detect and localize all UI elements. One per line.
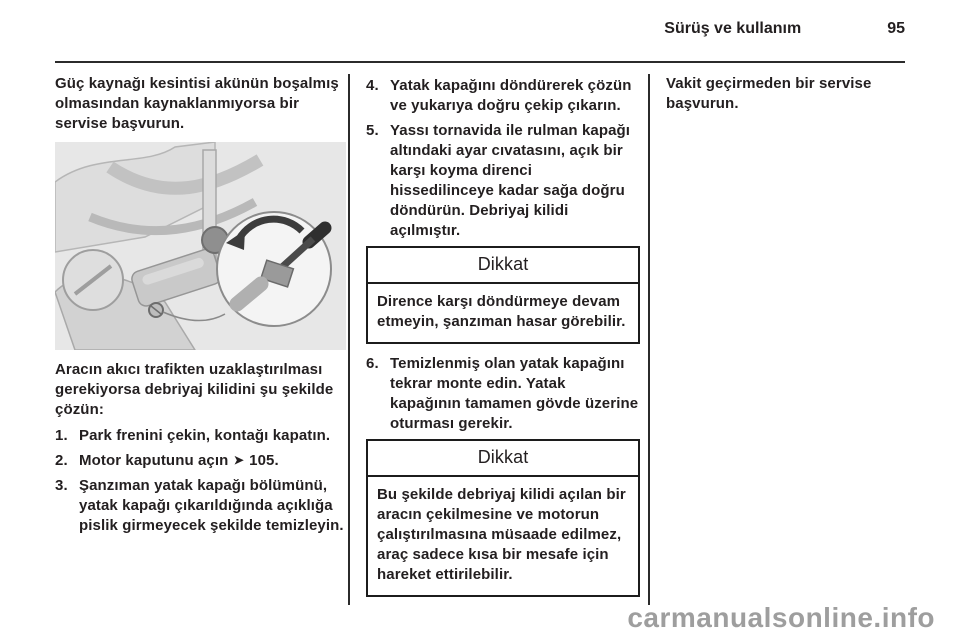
intro-paragraph: Güç kaynağı kesintisi akünün boşalmış olmasından kaynaklanmıyorsa bir servise başvurun. — [55, 75, 339, 132]
column-divider-right — [648, 74, 650, 605]
step-number: 2. — [55, 452, 68, 469]
step-4 — [366, 76, 640, 116]
column-left — [55, 74, 348, 541]
step-2-text: Motor kaputunu açın — [79, 452, 229, 469]
step-number: 6. — [366, 355, 379, 372]
column-divider-left — [348, 74, 350, 605]
steps-4-5 — [366, 76, 640, 241]
step-gap — [72, 476, 79, 536]
watermark-text: carmanualsonline.info — [627, 602, 935, 633]
page-reference-number: 105. — [249, 452, 279, 469]
step-text: Şanzıman yatak kapağı bölümünü, yatak kapağı çıkarıldığında açıklığa pislik girmeyecek şekilde temizleyin. — [79, 477, 344, 534]
step-gap — [72, 451, 79, 471]
service-note-paragraph: Vakit geçirmeden bir servise başvurun. — [666, 75, 872, 112]
step-gap — [72, 426, 79, 446]
caution-box-2 — [366, 439, 640, 597]
step-gap — [383, 121, 390, 241]
caution-box-1 — [366, 246, 640, 344]
section-title: Sürüş ve kullanım — [664, 20, 802, 37]
step-number: 3. — [55, 477, 68, 494]
caution-body: Bu şekilde debriyaj kilidi açılan bir aracın çekilmesine ve motorun çalıştırılmasına müsaade edilmez, araç sadece kısa bir mesafe için hareket ettirilebilir. — [377, 486, 626, 583]
step-text: Yassı tornavida ile rulman kapağı altındaki ayar cıvatasını, açık bir karşı koyma direnci hissedilinceye kadar sağa doğru döndürün. Debriyaj kilidi açılmıştır. — [390, 122, 631, 239]
step-text: Yatak kapağını döndürerek çözün ve yukarıya doğru çekip çıkarın. — [390, 77, 632, 114]
step-6-block — [366, 354, 640, 434]
step-6 — [366, 354, 640, 434]
step-gap — [383, 76, 390, 116]
column-middle — [366, 74, 640, 607]
page-number: 95 — [887, 20, 905, 37]
caution-title: Dikkat — [368, 441, 638, 477]
header-rule — [55, 61, 905, 63]
step-text — [79, 451, 348, 471]
step-text: Park frenini çekin, kontağı kapatın. — [79, 427, 331, 444]
caution-body: Dirence karşı döndürmeye devam etmeyin, şanzıman hasar görebilir. — [377, 293, 626, 330]
step-gap — [383, 354, 390, 434]
page-reference-arrow-icon: ➤ — [233, 453, 244, 467]
caution-title: Dikkat — [368, 248, 638, 284]
column-right — [666, 74, 906, 120]
step-text: Temizlenmiş olan yatak kapağını tekrar monte edin. Yatak kapağının tamamen gövde üzerine oturması gerekir. — [390, 355, 639, 432]
page-header — [664, 20, 905, 38]
step-number: 4. — [366, 77, 379, 94]
steps-1-3 — [55, 426, 348, 536]
step-number: 5. — [366, 122, 379, 139]
step-5 — [366, 121, 640, 241]
release-intro-paragraph: Aracın akıcı trafikten uzaklaştırılması gerekiyorsa debriyaj kilidini şu şekilde çözün: — [55, 361, 334, 418]
step-number: 1. — [55, 427, 68, 444]
engine-compartment-illustration — [55, 142, 346, 350]
step-1 — [55, 426, 348, 446]
step-2 — [55, 451, 348, 471]
step-3 — [55, 476, 348, 536]
